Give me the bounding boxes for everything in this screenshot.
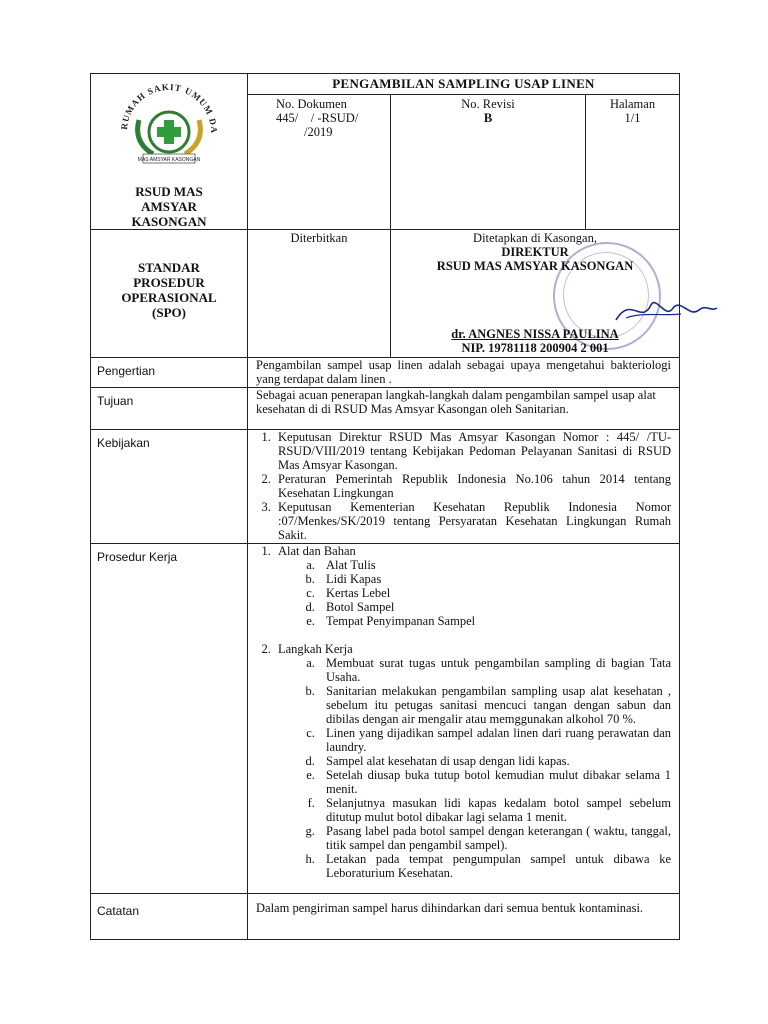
alat-item: c. Kertas Lebel bbox=[318, 586, 671, 600]
hospital-emblem bbox=[109, 80, 229, 170]
director-role: DIREKTUR bbox=[501, 245, 569, 259]
logo-cell bbox=[91, 74, 248, 230]
spo-title bbox=[91, 230, 247, 320]
hospital-logo bbox=[91, 80, 247, 180]
spo-title-line: OPERASIONAL bbox=[121, 290, 217, 305]
tujuan-label: Tujuan bbox=[91, 388, 248, 430]
signature-scribble bbox=[611, 290, 721, 330]
alat-heading: Alat dan Bahan bbox=[278, 544, 356, 558]
kebijakan-cell bbox=[248, 430, 680, 544]
catatan-text: Dalam pengiriman sampel harus dihindarkan dari semua bentuk kontaminasi. bbox=[248, 894, 680, 940]
spo-document bbox=[90, 73, 679, 940]
alat-item: a. Alat Tulis bbox=[318, 558, 671, 572]
kebijakan-item: 3. Keputusan Kementerian Kesehatan Republik Indonesia Nomor :07/Menkes/SK/2019 tentang Persyaratan Kesehatan Lingkungan Rumah Sakit. bbox=[274, 500, 671, 542]
no-dokumen-value: /2019 bbox=[304, 124, 333, 139]
langkah-item: e. Setelah diusap buka tutup botol kemudian mulut dibakar selama 1 menit. bbox=[318, 768, 671, 796]
penetapan-cell bbox=[391, 230, 680, 358]
penetapan-place: Ditetapkan di Kasongan, bbox=[473, 231, 597, 245]
langkah-list bbox=[278, 656, 671, 880]
langkah-item: h. Letakan pada tempat pengumpulan sampel untuk dibawa ke Leboraturium Kesehatan. bbox=[318, 852, 671, 880]
no-dokumen-cell bbox=[248, 94, 391, 229]
hospital-name-line: KASONGAN bbox=[131, 214, 207, 229]
kebijakan-item: 1. Keputusan Direktur RSUD Mas Amsyar Kasongan Nomor : 445/ /TU-RSUD/VIII/2019 tentang Kebijakan Pedoman Pelayanan Sanitasi di RSUD Mas Amsyar Kasongan. bbox=[274, 430, 671, 472]
hospital-name-line: RSUD MAS bbox=[135, 184, 203, 199]
langkah-item: a. Membuat surat tugas untuk pengambilan sampling di bagian Tata Usaha. bbox=[318, 656, 671, 684]
director-nip: NIP. 19781118 200904 2 001 bbox=[461, 341, 609, 355]
halaman-label: Halaman bbox=[609, 96, 656, 111]
spo-title-line: STANDAR bbox=[138, 260, 200, 275]
langkah-item: b. Sanitarian melakukan pengambilan sampling usap alat kesehatan , sebelum itu petugas sanitasi mencuci tangan dengan sabun dan dibilas dengan air mengalir atau memggunakan alkohol 70 %. bbox=[318, 684, 671, 726]
prosedur-label: Prosedur Kerja bbox=[91, 544, 248, 894]
langkah-item: d. Sampel alat kesehatan di usap dengan lidi kapas. bbox=[318, 754, 671, 768]
alat-item: e. Tempat Penyimpanan Sampel bbox=[318, 614, 671, 628]
alat-item: b. Lidi Kapas bbox=[318, 572, 671, 586]
document-title: PENGAMBILAN SAMPLING USAP LINEN bbox=[248, 74, 680, 95]
kebijakan-list bbox=[256, 430, 671, 542]
langkah-item: g. Pasang label pada botol sampel dengan keterangan ( waktu, tanggal, titik sampel dan pengambil sampel). bbox=[318, 824, 671, 852]
director-org: RSUD MAS AMSYAR KASONGAN bbox=[436, 259, 634, 273]
spo-table bbox=[90, 73, 680, 940]
no-revisi-cell bbox=[391, 94, 586, 229]
no-dokumen-value: 445/ / -RSUD/ bbox=[276, 110, 359, 125]
logo-ribbon-text: MAS AMSYAR KASONGAN bbox=[137, 157, 201, 163]
pengertian-text: Pengambilan sampel usap linen adalah sebagai upaya mengetahui bakteriologi yang terdapat dalam linen . bbox=[248, 358, 680, 388]
halaman-value: 1/1 bbox=[624, 110, 641, 125]
tujuan-text: Sebagai acuan penerapan langkah-langkah dalam pengambilan sampel usap alat kesehatan di di RSUD Mas Amsyar Kasongan oleh Sanitarian. bbox=[248, 388, 680, 430]
logo-arc-text: RUMAH SAKIT UMUM DA bbox=[118, 81, 220, 135]
hospital-name-line: AMSYAR bbox=[141, 199, 197, 214]
signature-block bbox=[391, 230, 679, 356]
kebijakan-item: 2. Peraturan Pemerintah Republik Indonesia No.106 tahun 2014 tentang Kesehatan Lingkungan bbox=[274, 472, 671, 500]
spo-cell bbox=[91, 230, 248, 358]
catatan-label: Catatan bbox=[91, 894, 248, 940]
langkah-item: c. Linen yang dijadikan sampel adalan linen dari ruang perawatan dan laundry. bbox=[318, 726, 671, 754]
spo-title-line: (SPO) bbox=[152, 305, 186, 320]
prosedur-cell bbox=[248, 544, 680, 894]
no-revisi-value: B bbox=[483, 110, 493, 125]
no-dokumen-label: No. Dokumen bbox=[276, 96, 347, 111]
halaman-cell bbox=[586, 94, 680, 229]
langkah-heading: Langkah Kerja bbox=[278, 642, 353, 656]
langkah-item: f. Selanjutnya masukan lidi kapas kedalam botol sampel sebelum ditutup mulut botol dibakar lagi selama 1 menit. bbox=[318, 796, 671, 824]
prosedur-item bbox=[274, 642, 671, 880]
hospital-name bbox=[91, 184, 247, 229]
prosedur-item bbox=[274, 544, 671, 642]
director-name: dr. ANGNES NISSA PAULINA bbox=[451, 327, 619, 341]
diterbitkan-label: Diterbitkan bbox=[290, 231, 348, 245]
pengertian-label: Pengertian bbox=[91, 358, 248, 388]
no-revisi-label: No. Revisi bbox=[461, 96, 515, 111]
prosedur-list bbox=[256, 544, 671, 880]
alat-list bbox=[278, 558, 671, 628]
kebijakan-label: Kebijakan bbox=[91, 430, 248, 544]
alat-item: d. Botol Sampel bbox=[318, 600, 671, 614]
spo-title-line: PROSEDUR bbox=[133, 275, 205, 290]
diterbitkan-cell bbox=[248, 230, 391, 358]
